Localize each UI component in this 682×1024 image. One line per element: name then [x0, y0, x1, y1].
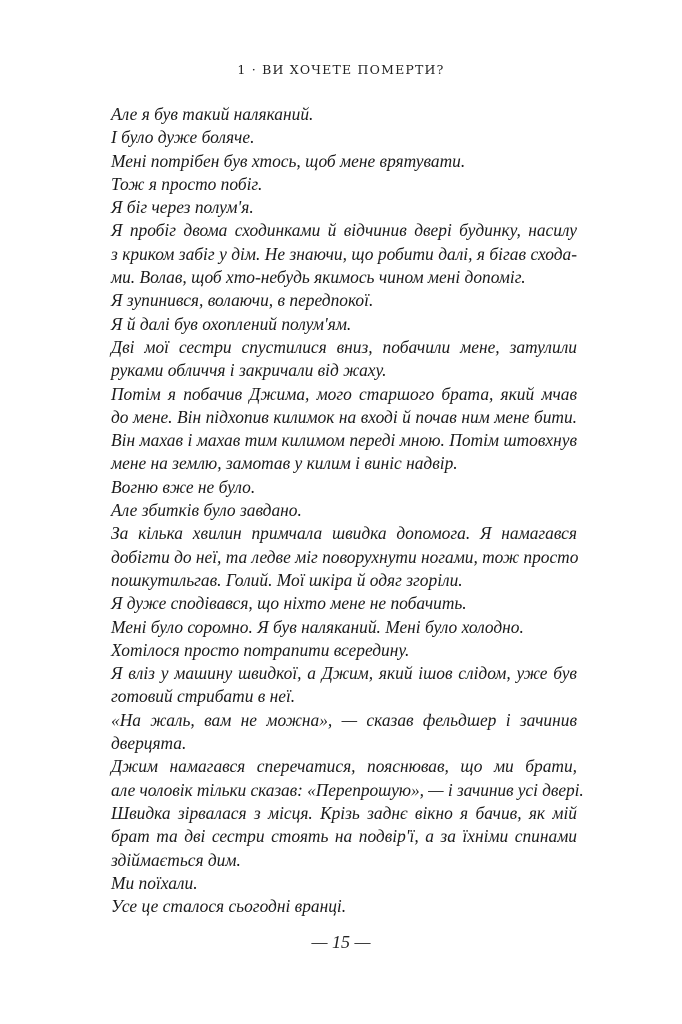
paragraph [111, 592, 577, 615]
paragraph [111, 313, 577, 336]
text-line: За кілька хвилин примчала швидка допомога. Я намагався [111, 523, 577, 544]
text-line: здіймається дим. [111, 849, 241, 870]
text-line: Я пробіг двома сходинками й відчинив двері будинку, насилу [111, 220, 577, 241]
paragraph [111, 103, 577, 126]
paragraph [111, 639, 577, 662]
text-line: «На жаль, вам не можна», — сказав фельдшер і зачинив [111, 709, 577, 730]
text-line: до мене. Він підхопив килимок на вході й почав ним мене бити. [111, 406, 577, 427]
text-line: Тож я просто побіг. [111, 173, 263, 194]
text-line: Мені потрібен був хтось, щоб мене врятувати. [111, 150, 466, 171]
text-line: Я дуже сподівався, що ніхто мене не побачить. [111, 593, 467, 614]
page-number: — 15 — [311, 932, 371, 952]
text-line: Я біг через полум'я. [111, 197, 254, 218]
paragraph [111, 173, 577, 196]
text-line: руками обличчя і закричали від жаху. [111, 360, 387, 381]
paragraph [111, 895, 577, 918]
text-line: Потім я побачив Джима, мого старшого брата, який мчав [111, 383, 577, 404]
running-head: 1 · ВИ ХОЧЕТЕ ПОМЕРТИ? [237, 62, 445, 77]
text-line: Дві мої сестри спустилися вниз, побачили мене, затулили [111, 336, 577, 357]
paragraph [111, 150, 577, 173]
text-line: брат та дві сестри стоять на подвір'ї, а за їхніми спинами [111, 826, 577, 847]
paragraph [111, 336, 577, 383]
text-line: Швидка зірвалася з місця. Крізь заднє вікно я бачив, як мій [111, 802, 577, 823]
text-line: Мені було соромно. Я був наляканий. Мені було холодно. [111, 616, 524, 637]
text-line: пошкутильгав. Голий. Мої шкіра й одяг згоріли. [111, 569, 463, 590]
paragraph [111, 476, 577, 499]
paragraph [111, 383, 577, 476]
text-line: Вогню вже не було. [111, 476, 256, 497]
paragraph [111, 662, 577, 709]
paragraph [111, 196, 577, 219]
text-line: готовий стрибати в неї. [111, 686, 296, 707]
text-line: Він махав і махав тим килимом переді мною. Потім штовхнув [111, 430, 577, 451]
paragraph [111, 219, 577, 289]
text-line: але чоловік тільки сказав: «Перепрошую», — і зачинив усі двері. [111, 779, 584, 800]
paragraph [111, 289, 577, 312]
text-line: Я вліз у машину швидкої, а Джим, який ішов слідом, уже був [111, 663, 577, 684]
body-text [111, 103, 584, 918]
paragraph [111, 755, 584, 802]
text-line: Хотілося просто потрапити всередину. [111, 639, 410, 660]
text-line: Джим намагався сперечатися, пояснював, що ми брати, [111, 756, 577, 777]
text-line: Усе це сталося сьогодні вранці. [111, 896, 347, 917]
text-line: дверцята. [111, 733, 187, 754]
text-line: мене на землю, замотав у килим і виніс надвір. [111, 453, 458, 474]
paragraph [111, 802, 577, 872]
paragraph [111, 126, 577, 149]
paragraph [111, 872, 577, 895]
text-line: Ми поїхали. [111, 872, 198, 893]
text-line: Але збитків було завдано. [111, 500, 302, 521]
paragraph [111, 499, 577, 522]
text-line: Але я був такий наляканий. [111, 104, 314, 124]
text-line: І було дуже боляче. [111, 127, 255, 148]
text-line: Я й далі був охоплений полум'ям. [111, 313, 352, 334]
text-line: з криком забіг у дім. Не знаючи, що робити далі, я бігав схода- [111, 243, 577, 264]
paragraph [111, 616, 577, 639]
text-line: добігти до неї, та ледве міг поворухнути ногами, тож просто [111, 546, 579, 567]
text-line: ми. Волав, щоб хто-небудь якимось чином мені допоміг. [111, 267, 526, 288]
paragraph [111, 709, 577, 756]
text-line: Я зупинився, волаючи, в передпокої. [111, 290, 374, 311]
paragraph [111, 522, 577, 592]
